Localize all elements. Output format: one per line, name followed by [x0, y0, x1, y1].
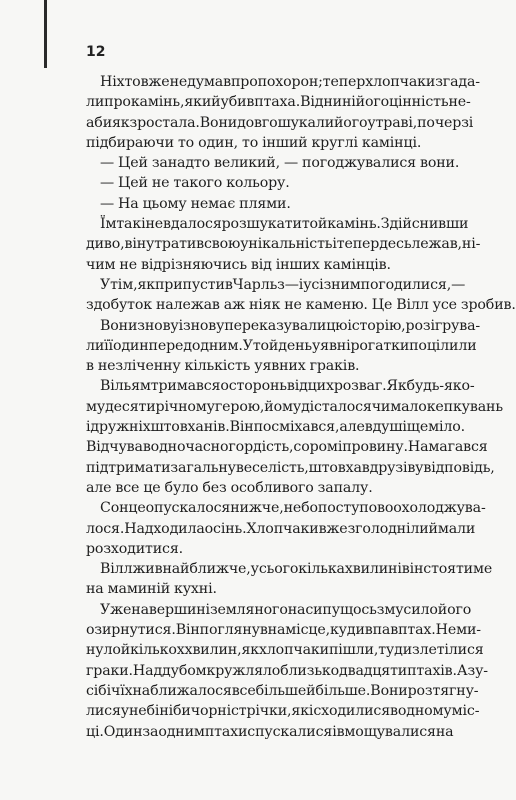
text-line: Вілл жив найближче, усього кілька хвилин і він стоятиме [100, 561, 493, 578]
text-line: — Цей не такого кольору. [100, 175, 290, 192]
text-line: підтримати загальну веселість, штовхав друзів у відповідь, [86, 459, 495, 476]
text-line: Сонце опускалося нижче, небо поступово охолоджува- [100, 500, 486, 517]
text-line: чим не відрізняючись від інших камінців. [86, 256, 391, 273]
text-line: лося. Надходила осінь. Хлопчаки вже зголодніли й мали [86, 520, 476, 537]
text-line: Ніхто вже не думав про похорон; тепер хлопчаки згада- [100, 74, 480, 90]
text-line: Уже на вершині земляного насипу щось змусило його [100, 601, 472, 618]
text-line: нуло й кількох хвилин, як хлопчаки пішли, туди злетілися [86, 642, 484, 659]
text-line: Відчував одночасно гордість, сором і провину. Намагався [86, 439, 488, 456]
text-line: підбираючи то один, то інший круглі камінці. [86, 134, 422, 151]
text-line: Утім, як припустив Чарльз — і усі з ним погодилися, — [100, 276, 466, 293]
text-line: озирнутися. Він поглянув на місце, куди впав птах. Не ми- [86, 622, 481, 639]
text-line: в незліченну кількість уявних граків. [86, 358, 360, 375]
text-line: але все це було без особливого запалу. [86, 479, 373, 496]
text-line: здобуток належав аж ніяк не каменю. Це Вілл усе зробив. [86, 297, 516, 314]
text-line: сібіч їх наближалося все більше й більше. Вони розтягну- [86, 682, 479, 699]
text-line: і дружніх штовханів. Він посміхався, але в душі щеміло. [86, 419, 465, 436]
text-line: ли про камінь, який убив птаха. Віднині його цінність не- [86, 94, 471, 111]
text-line: Їм так і не вдалося розшукати той камінь. Здійснивши [100, 216, 469, 233]
text-line: розходитися. [86, 540, 184, 557]
text-line: диво, він утратив свою унікальність і тепер десь лежав, ні- [86, 236, 481, 253]
text-line: Вільям тримався осторонь від цих розваг. Як будь-яко- [100, 378, 475, 395]
binding-edge-mark [44, 0, 47, 68]
text-line: ли її один перед одним. У той день уявні рогатки поцілили [86, 337, 477, 354]
text-line: на маминій кухні. [86, 581, 217, 598]
text-line: граки. Над дубом кружляло близько двадцяти птахів. А зу- [86, 662, 488, 679]
text-line: абияк зростала. Вони довго шукали його у траві, по черзі [86, 114, 474, 131]
text-line: — Цей занадто великий, — погоджувалися вони. [100, 155, 460, 172]
text-line: Вони знову і знову переказували цю історію, розігрува- [100, 317, 481, 334]
text-line: — На цьому немає плями. [100, 195, 291, 212]
page-number: 12 [86, 44, 106, 60]
text-line: ці. Один за одним птахи спускалися і вмощувалися на [86, 723, 454, 740]
text-line: му десятирічному герою, йому дісталося чимало кепкувань [86, 398, 503, 415]
text-line: лися у небі ніби чорні стрічки, які сходилися в одному міс- [86, 703, 480, 720]
body-text [86, 72, 516, 742]
